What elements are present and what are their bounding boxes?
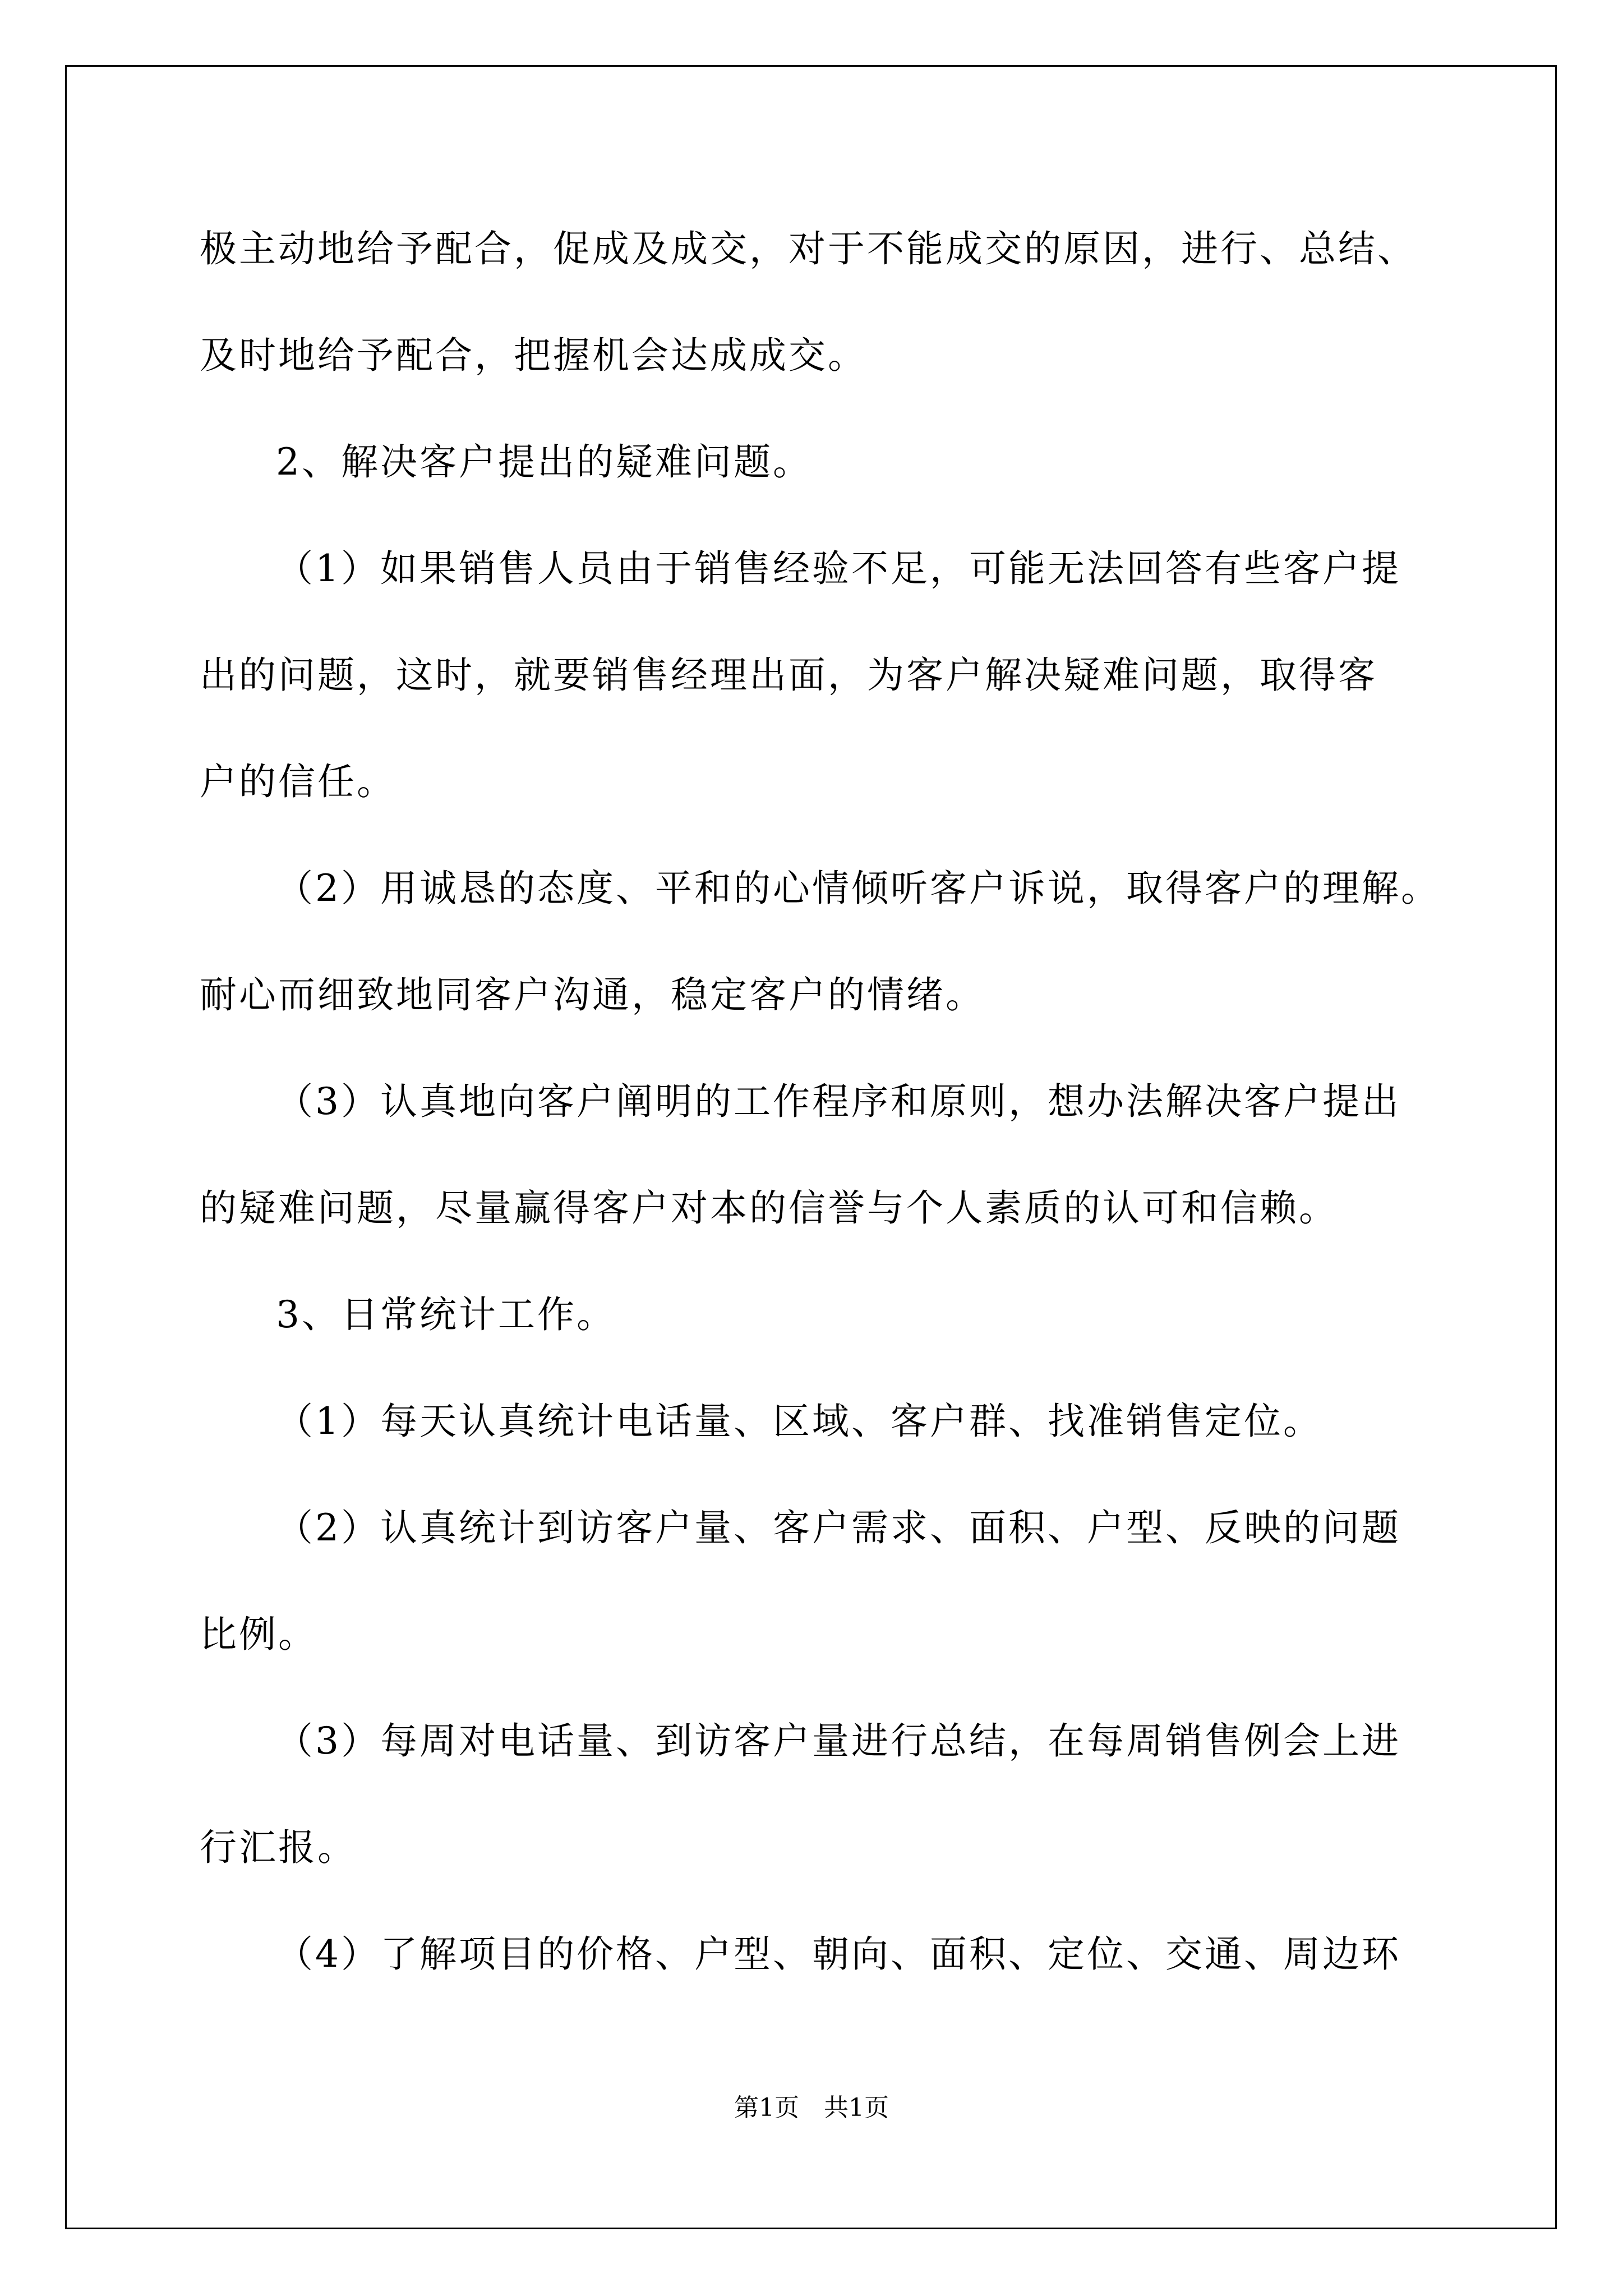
text-line: 耐心而细致地同客户沟通，稳定客户的情绪。 [200, 973, 985, 1016]
text-line: （4）了解项目的价格、户型、朝向、面积、定位、交通、周边环 [276, 1932, 1401, 1976]
text-line: 比例。 [200, 1613, 317, 1656]
text-line: （3）认真地向客户阐明的工作程序和原则，想办法解决客户提出 [276, 1080, 1401, 1123]
text-line: （2）认真统计到访客户量、客户需求、面积、户型、反映的问题 [276, 1506, 1401, 1549]
section-heading: 2、解决客户提出的疑难问题。 [276, 440, 812, 484]
text-line: 行汇报。 [200, 1826, 357, 1869]
text-line: （3）每周对电话量、到访客户量进行总结，在每周销售例会上进 [276, 1719, 1401, 1763]
text-line: 极主动地给予配合，促成及成交，对于不能成交的原因，进行、总结、 [200, 227, 1417, 270]
text-line: 出的问题，这时，就要销售经理出面，为客户解决疑难问题，取得客 [200, 654, 1377, 697]
text-line: 的疑难问题，尽量赢得客户对本的信誉与个人素质的认可和信赖。 [200, 1186, 1338, 1230]
text-line: 户的信任。 [200, 760, 396, 803]
page-border [65, 65, 1557, 2229]
text-line: 及时地给予配合，把握机会达成成交。 [200, 334, 867, 377]
text-line: （2）用诚恳的态度、平和的心情倾听客户诉说，取得客户的理解。 [276, 867, 1440, 910]
section-heading: 3、日常统计工作。 [276, 1293, 616, 1336]
page-footer: 第1页 共1页 [734, 2093, 889, 2122]
text-line: （1）每天认真统计电话量、区域、客户群、找准销售定位。 [276, 1400, 1322, 1443]
text-line: （1）如果销售人员由于销售经验不足，可能无法回答有些客户提 [276, 547, 1401, 590]
